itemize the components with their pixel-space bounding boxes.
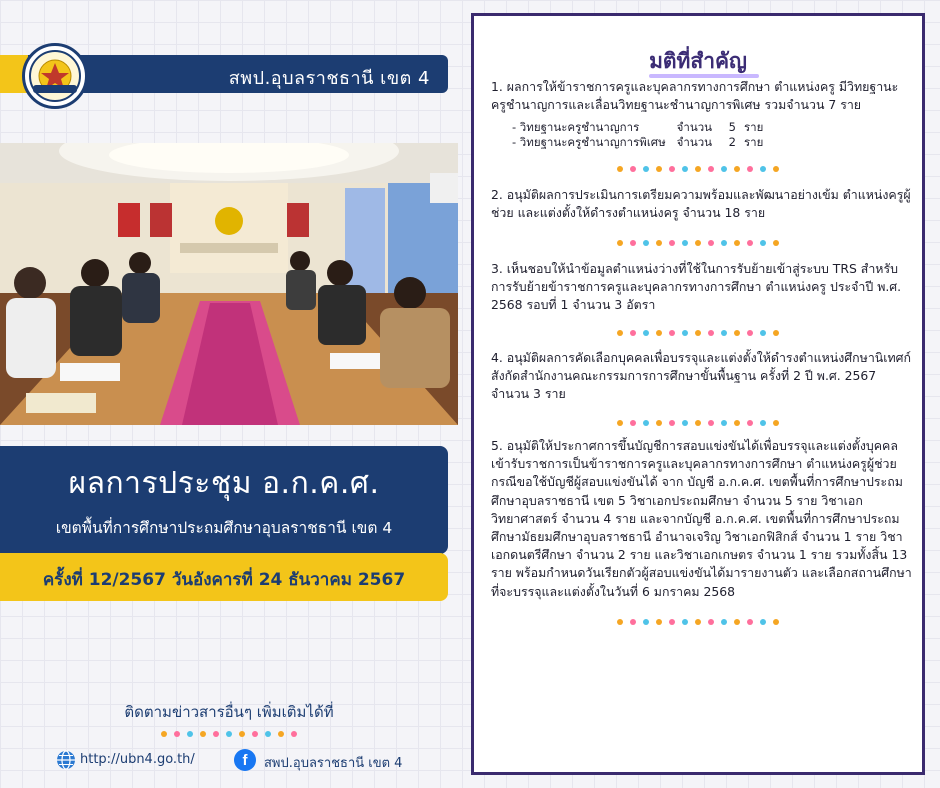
separator-dot [630, 166, 636, 172]
meeting-subtitle: เขตพื้นที่การศึกษาประถมศึกษาอุบลราชธานี เขต 4 [55, 519, 393, 537]
separator-dot [747, 330, 753, 336]
separator-dot [682, 330, 688, 336]
separator-dot [617, 330, 623, 336]
resolution-item-1: 1. ผลการให้ข้าราชการครูและบุคลากรทางการศึกษา ตำแหน่งครู มีวิทยฐานะครูชำนาญการและเลื่อนวิทยฐานะชำนาญการพิเศษ รวมจำนวน 7 ราย [491, 79, 899, 113]
subitem-unit: ราย [743, 135, 764, 149]
separator-dot [187, 731, 193, 737]
facebook-page-link[interactable]: สพป.อุบลราชธานี เขต 4 [264, 756, 403, 771]
globe-icon [56, 750, 76, 770]
separator-dot [617, 619, 623, 625]
separator-dot [617, 420, 623, 426]
separator-dot [747, 166, 753, 172]
separator-dots [474, 166, 922, 172]
resolution-item-5: 5. อนุมัติให้ประกาศการขึ้นบัญชีการสอบแข่งขันได้เพื่อบรรจุและแต่งตั้งบุคคลเข้ารับราชการเป็นข้าราชการครูและบุคลากรทางการศึกษา ตำแหน่งครูผู้ช่วย กรณีขอใช้บัญชีผู้สอบแข่งขันได้ จาก บัญชี อ.ก.ค.ศ. เขตพื้นที่การศึกษาประถมศึกษาอุบลราชธานี เขต 5 วิชาเอกประถมศึกษา จำนวน 5 ราย วิชาเอกวิทยาศาสตร์ จำนวน 4 ราย และจากบัญชี อ.ก.ค.ศ. เขตพื้นที่การศึกษาประถมศึกษามัธยมศึกษาอุบลราชธานี อำนาจเจริญ วิชาเอกฟิสิกส์ จำนวน 1 ราย วิชาเอกดนตรีศึกษา จำนวน 2 ราย และวิชาเอกเกษตร จำนวน 1 ราย รวมทั้งสิ้น 13 ราย พร้อมกำหนดวันเรียกตัวผู้สอบแข่งขันได้มารายงานตัว และเลือกสถานศึกษาที่จะบรรจุและแต่งตั้งในวันที่ 6 มกราคม 2568 [491, 438, 912, 599]
separator-dot [669, 166, 675, 172]
subitem-unit: ราย [743, 120, 764, 134]
separator-dot [721, 330, 727, 336]
separator-dot [213, 731, 219, 737]
separator-dot [239, 731, 245, 737]
separator-dot [773, 420, 779, 426]
website-link[interactable]: http://ubn4.go.th/ [80, 752, 195, 767]
follow-dots [0, 731, 458, 737]
resolution-item-2: 2. อนุมัติผลการประเมินการเตรียมความพร้อมและพัฒนาอย่างเข้ม ตำแหน่งครูผู้ช่วย และแต่งตั้งให้ดำรงตำแหน่งครู จำนวน 18 ราย [491, 187, 911, 221]
separator-dot [734, 619, 740, 625]
separator-dot [643, 330, 649, 336]
meeting-date: ครั้งที่ 12/2567 วันอังคารที่ 24 ธันวาคม 2567 [0, 553, 448, 601]
footer-links [0, 749, 458, 771]
separator-dot [630, 240, 636, 246]
separator-dot [682, 240, 688, 246]
separator-dot [747, 240, 753, 246]
separator-dot [669, 619, 675, 625]
separator-dot [747, 420, 753, 426]
subitem-count: 5 [728, 120, 736, 134]
separator-dot [760, 240, 766, 246]
separator-dot [695, 166, 701, 172]
separator-dot [721, 240, 727, 246]
separator-dot [226, 731, 232, 737]
separator-dot [708, 420, 714, 426]
resolution-item-4: 4. อนุมัติผลการคัดเลือกบุคคลเพื่อบรรจุและแต่งตั้งให้ดำรงตำแหน่งศึกษานิเทศก์ สังกัดสำนักงานคณะกรรมการการศึกษาขั้นพื้นฐาน ครั้งที่ 2 ปี พ.ศ. 2567 จำนวน 3 ราย [491, 350, 912, 402]
separator-dot [643, 619, 649, 625]
separator-dot [721, 420, 727, 426]
org-name: สพป.อุบลราชธานี เขต 4 [228, 68, 430, 89]
separator-dot [669, 330, 675, 336]
resolutions-card [471, 13, 925, 775]
separator-dot [656, 330, 662, 336]
subitem-1 [512, 120, 763, 135]
separator-dot [760, 619, 766, 625]
resolution-item-3: 3. เห็นชอบให้นำข้อมูลตำแหน่งว่างที่ใช้ในการรับย้ายเข้าสู่ระบบ TRS สำหรับการรับย้ายข้าราชการครูและบุคลากรทางการศึกษา ตำแหน่งครู ประจำปี พ.ศ. 2568 รอบที่ 1 จำนวน 3 อัตรา [491, 261, 902, 313]
separator-dot [734, 240, 740, 246]
separator-dot [643, 420, 649, 426]
separator-dot [747, 619, 753, 625]
title-box [0, 446, 448, 554]
separator-dots [474, 330, 922, 336]
separator-dots [474, 420, 922, 426]
separator-dots [474, 240, 922, 246]
separator-dot [760, 330, 766, 336]
separator-dot [682, 166, 688, 172]
follow-text: ติดตามข่าวสารอื่นๆ เพิ่มเติมได้ที่ [124, 703, 334, 721]
separator-dot [695, 330, 701, 336]
separator-dot [656, 619, 662, 625]
subitem-count-label: จำนวน [676, 120, 713, 134]
separator-dot [708, 240, 714, 246]
separator-dot [200, 731, 206, 737]
separator-dot [656, 240, 662, 246]
separator-dot [708, 619, 714, 625]
separator-dot [760, 166, 766, 172]
separator-dot [773, 619, 779, 625]
separator-dot [617, 240, 623, 246]
separator-dot [656, 166, 662, 172]
separator-dot [695, 619, 701, 625]
meeting-photo [0, 143, 458, 425]
separator-dot [630, 330, 636, 336]
separator-dot [291, 731, 297, 737]
separator-dot [669, 420, 675, 426]
subitem-count: 2 [728, 135, 736, 149]
separator-dot [265, 731, 271, 737]
separator-dot [174, 731, 180, 737]
separator-dot [721, 166, 727, 172]
subitem-label: - วิทยฐานะครูชำนาญการ [512, 120, 640, 134]
separator-dot [617, 166, 623, 172]
facebook-icon: f [234, 749, 256, 771]
subitem-label: - วิทยฐานะครูชำนาญการพิเศษ [512, 135, 666, 149]
separator-dot [643, 166, 649, 172]
separator-dot [252, 731, 258, 737]
separator-dot [734, 166, 740, 172]
meeting-room-image [0, 143, 458, 425]
subitem-2 [512, 135, 763, 150]
separator-dot [695, 420, 701, 426]
separator-dots [474, 619, 922, 625]
separator-dot [734, 330, 740, 336]
seal-icon [25, 46, 85, 106]
separator-dot [278, 731, 284, 737]
separator-dot [656, 420, 662, 426]
organization-logo [22, 43, 88, 109]
separator-dot [630, 420, 636, 426]
separator-dot [760, 420, 766, 426]
separator-dot [630, 619, 636, 625]
card-title: มติที่สำคัญ [649, 49, 747, 73]
meeting-title: ผลการประชุม อ.ก.ค.ศ. [68, 466, 380, 501]
separator-dot [773, 330, 779, 336]
separator-dot [161, 731, 167, 737]
separator-dot [773, 240, 779, 246]
separator-dot [643, 240, 649, 246]
separator-dot [682, 619, 688, 625]
separator-dot [708, 166, 714, 172]
separator-dot [734, 420, 740, 426]
subitem-count-label: จำนวน [676, 135, 713, 149]
separator-dot [695, 240, 701, 246]
separator-dot [773, 166, 779, 172]
separator-dot [708, 330, 714, 336]
separator-dot [721, 619, 727, 625]
separator-dot [682, 420, 688, 426]
separator-dot [669, 240, 675, 246]
